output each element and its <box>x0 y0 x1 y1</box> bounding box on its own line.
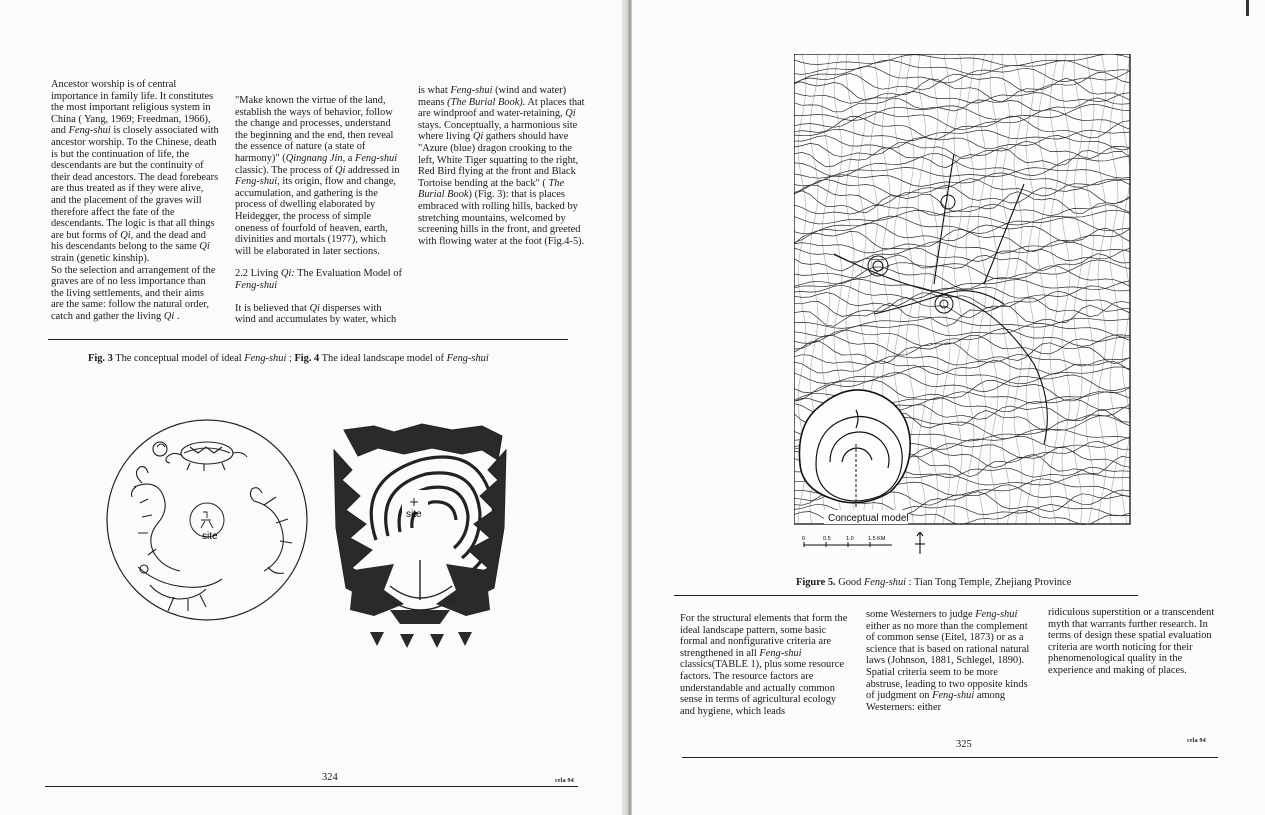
figure-4-site-label: site <box>406 509 422 520</box>
north-arrow-icon <box>915 532 925 554</box>
left-journal-label: cela 94 <box>555 778 574 784</box>
map-scale-bar <box>802 532 962 566</box>
left-page <box>0 0 628 815</box>
left-footer-rule <box>45 786 578 787</box>
figure-3-4-caption: Fig. 3 The conceptual model of ideal Feng-shui ; Fig. 4 The ideal landscape model of Feng-shui <box>88 353 489 364</box>
paragraph-structural-elements: For the structural elements that form the ideal landscape pattern, some basic formal and nonfigurative criteria are strengthened in all Feng-shui classics(TABLE 1), plus some resource factors. The resource factors are understandable and actually common sense in terms of agricultural ecology and hygiene, which leads <box>680 613 848 717</box>
figure-5-topographic-map <box>794 54 1132 526</box>
paragraph-spatial-criteria: ridiculous superstition or a transcendent myth that warrants further research. In terms of design these spatial evaluation criteria are worth noticing for their phenomenological quality in the experience and making of places. <box>1048 607 1215 676</box>
paragraph-grave-selection: So the selection and arrangement of the graves are of no less importance than the living settlements, and their aims are the same: follow the natural order, catch and gather the living Qi . <box>51 264 216 322</box>
paragraph-quotation: "Make known the virtue of the land, establish the ways of behavior, follow the change and processes, understand the beginning and the end, then reveal the essence of nature (a state of harmony)" (Qingnang Jin, a Feng-shui classic). The process of Qi addressed in Feng-shui, its origin, flow and change, accumulation, and gathering is the process of dwelling elaborated by Heidegger, the process of simple oneness of fourfold of heaven, earth, divinities and mortals (1977), which will be elaborated in later sections. <box>235 95 400 257</box>
left-column-1 <box>51 79 219 322</box>
red-bird-drawing <box>138 565 222 611</box>
caption-rule <box>48 339 568 340</box>
right-page-number: 325 <box>956 739 972 750</box>
right-column-1 <box>680 613 850 717</box>
scale-tick-0: 0 <box>802 536 806 542</box>
section-heading: 2.2 Living Qi: The Evaluation Model of Feng-shui <box>235 268 402 291</box>
paragraph-ancestor-worship: Ancestor worship is of central importance in family life. It constitutes the most important religious system in China ( Yang, 1969; Freedman, 1966), and Feng-shui is closely associated with ancestor worship. To the Chinese, death is but the continuation of life, the descendants are but the continuity of their dead ancestors. The dead forebears are thus treated as if they were alive, and the placement of the graves will therefore affect the fate of the descendants. The logic is that all things are but forms of Qi, and the dead and his descendants belong to the same Qi strain (genetic kinship). <box>51 79 219 264</box>
scale-tick-1-5: 1.5 KM <box>868 536 886 542</box>
paragraph-wind-and-water: is what Feng-shui (wind and water) means (The Burial Book). At places that are windproof and water-retaining, Qi stays. Conceptually, a harmonious site where living Qi gathers should have "Azure (blue) dragon crooking to the left, White Tiger squatting to the right, Red Bird flying at the front and Black Tortoise bending at the back" ( The Burial Book) (Fig. 3): that is places embraced with rolling hills, backed by stretching mountains, welcomed by screening hills in the front, and greeted with flowing water at the foot (Fig.4-5). <box>418 85 585 247</box>
paragraph-westerners-judgment: some Westerners to judge Feng-shui either as no more than the complement of common sense (Eitel, 1873) or as a science that is based on rational natural laws (Johnson, 1881, Schlegel, 1890). Spatial criteria seem to be more abstruse, leading to two opposite kinds of judgment on Feng-shui among Westerners: either <box>866 609 1030 713</box>
scale-tick-1-0: 1.0 <box>846 536 854 542</box>
left-column-3 <box>418 85 586 247</box>
conceptual-model-label: Conceptual model <box>828 513 909 524</box>
paragraph-living-qi: It is believed that Qi disperses with wind and accumulates by water, which <box>235 302 397 326</box>
figure-3-site-label: site <box>202 531 218 542</box>
figure-5-caption: Figure 5. Good Feng-shui : Tian Tong Temple, Zhejiang Province <box>796 577 1072 588</box>
azure-dragon-drawing <box>132 467 181 571</box>
left-page-number: 324 <box>322 772 338 783</box>
black-tortoise-drawing <box>153 442 247 471</box>
figure-4-landscape-model <box>330 410 510 670</box>
figure-3-conceptual-model <box>104 417 310 623</box>
scale-tick-0-5: 0.5 <box>823 536 831 542</box>
white-tiger-drawing <box>250 488 292 574</box>
right-column-3 <box>1048 607 1218 677</box>
right-footer-rule <box>682 757 1218 758</box>
binding-mark <box>1246 0 1249 16</box>
figure-5-rule <box>674 595 1138 596</box>
right-page <box>632 0 1265 815</box>
left-column-2 <box>235 95 403 326</box>
right-journal-label: cela 94 <box>1187 738 1206 744</box>
right-column-2 <box>866 609 1036 713</box>
